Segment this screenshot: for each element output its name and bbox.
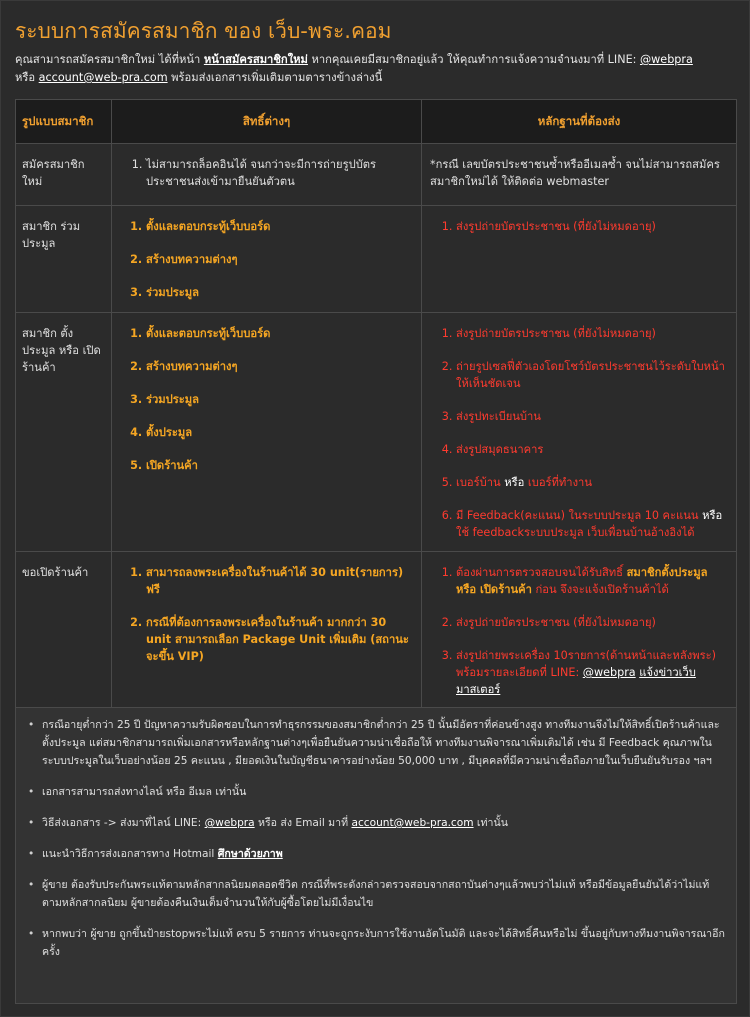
list-item: 1. ต้องผ่านการตรวจสอบจนได้รับสิทธิ์ สมาชิกตั้งประมูล หรือ เปิดร้านค้า ก่อน จึงจะแจ้งเปิดร้านค้าได้ [456, 564, 728, 598]
intro-text: คุณสามารถสมัครสมาชิกใหม่ ได้ที่หน้า หน้าสมัครสมาชิกใหม่ หากคุณเคยมีสมาชิกอยู่แล้ว ให้คุณทำการแจ้งความจำนงมาที่ LINE: @webpra หรือ account@web-pra.com พร้อมส่งเอกสารเพิ่มเติมตามตารางข้างล่างนี้ [15, 53, 693, 84]
header-documents: หลักฐานที่ต้องส่ง [422, 100, 737, 144]
membership-type: สมาชิก ตั้งประมูล หรือ เปิดร้านค้า [16, 313, 112, 552]
rights-cell [112, 552, 422, 712]
list-item: 1. สามารถลงพระเครื่องในร้านค้าได้ 30 unit(รายการ) ฟรี [146, 564, 413, 598]
docs-cell [422, 206, 737, 313]
line-id-link[interactable]: @webpra [204, 817, 255, 829]
table-row [16, 206, 737, 313]
line-id-link[interactable]: @webpra [639, 53, 693, 66]
header-rights: สิทธิ์ต่างๆ [112, 100, 422, 144]
list-item: 4. ส่งรูปสมุดธนาคาร [456, 441, 728, 458]
table-row [16, 313, 737, 552]
list-item: 2. สร้างบทความต่างๆ [146, 358, 413, 375]
list-item: 3. ส่งรูปถ่ายพระเครื่อง 10รายการ(ด้านหน้าและหลังพระ) พร้อมรายละเอียดที่ LINE: @webpra แจ้งข่าวเว็บมาสเตอร์ [456, 647, 728, 698]
line-id-link[interactable]: @webpra [582, 666, 636, 679]
membership-type: ขอเปิดร้านค้า [16, 552, 112, 712]
webmaster-link[interactable]: แจ้งข่าวเว็บมาสเตอร์ [456, 666, 696, 696]
email-link[interactable]: account@web-pra.com [351, 817, 474, 829]
email-link[interactable]: account@web-pra.com [38, 71, 168, 84]
membership-type: สมัครสมาชิก ใหม่ [16, 144, 112, 206]
membership-table [15, 99, 737, 712]
hotmail-guide-link[interactable]: ศึกษาด้วยภาพ [217, 848, 283, 860]
note-item: • เอกสารสามารถส่งทางไลน์ หรือ อีเมล เท่านั้น [42, 783, 726, 801]
list-item: 2. ส่งรูปถ่ายบัตรประชาชน (ที่ยังไม่หมดอายุ) [456, 614, 728, 631]
membership-type: สมาชิก ร่วมประมูล [16, 206, 112, 313]
list-item: 1. ส่งรูปถ่ายบัตรประชาชน (ที่ยังไม่หมดอายุ) [456, 325, 728, 342]
list-item: 1. ส่งรูปถ่ายบัตรประชาชน (ที่ยังไม่หมดอายุ) [456, 218, 728, 235]
rights-cell [112, 206, 422, 313]
list-item: 2. กรณีที่ต้องการลงพระเครื่องในร้านค้า มากกว่า 30 unit สามารถเลือก Package Unit เพิ่มเติม (สถานะจะขึ้น VIP) [146, 614, 413, 665]
list-item: 4. ตั้งประมูล [146, 424, 413, 441]
list-item: 3. ส่งรูปทะเบียนบ้าน [456, 408, 728, 425]
list-item: 2. สร้างบทความต่างๆ [146, 251, 413, 268]
list-item: 1. ตั้งและตอบกระทู้เว็บบอร์ด [146, 218, 413, 235]
table-header-row [16, 100, 737, 144]
note-item: • กรณีอายุต่ำกว่า 25 ปี ปัญหาความรับผิดชอบในการทำธุรกรรมของสมาชิกต่ำกว่า 25 ปี นั้นมีอัตราที่ค่อนข้างสูง ทางทีมงานจึงไม่ให้สิทธิ์เปิดร้านค้าและตั้งประมูล แต่สมาชิกสามารถเพิ่มเอกสารหรือหลักฐานต่างๆเพื่อยืนยันความน่าเชื่อถือให้ ทางทีมงานพิจารณาเพิ่มเติมได้ เช่น มี Feedback คุณภาพในระบบประมูลในเว็บอย่างน้อย 25 คะแนน , มียอดเงินในบัญชีธนาคารอย่างน้อย 50,000 บาท , มีบุคคลที่มีความน่าเชื่อถือภายในเว็บยืนยันรับรอง ฯลฯ [42, 716, 726, 770]
list-item: 1. ไม่สามารถล็อคอินได้ จนกว่าจะมีการถ่ายรูปบัตรประชาชนส่งเข้ามายืนยันตัวตน [146, 156, 413, 190]
rights-cell [112, 313, 422, 552]
note-item: • ผู้ขาย ต้องรับประกันพระแท้ตามหลักสากลนิยมตลอดชีวิต กรณีที่พระดังกล่าวตรวจสอบจากสถาบันต่างๆแล้วพบว่าไม่แท้ หรือมีข้อมูลยืนยันได้ว่าไม่แท้ตามหลักสากลนิยม ผู้ขายต้องคืนเงินเต็มจำนวนให้กับผู้ซื้อโดยไม่มีเงื่อนไข [42, 876, 726, 912]
page-title: ระบบการสมัครสมาชิก ของ เว็บ-พระ.คอม [15, 19, 392, 43]
notes-box [15, 707, 737, 1004]
list-item: 2. ถ่ายรูปเซลฟี่ตัวเองโดยโชว์บัตรประชาชนไว้ระดับใบหน้าให้เห็นชัดเจน [456, 358, 728, 392]
docs-cell [422, 552, 737, 712]
rights-cell [112, 144, 422, 206]
table-row [16, 144, 737, 206]
list-item: 3. ร่วมประมูล [146, 391, 413, 408]
docs-note: *กรณี เลขบัตรประชาชนซ้ำหรืออีเมลซ้ำ จนไม่สามารถสมัครสมาชิกใหม่ได้ ให้ติดต่อ webmaster [430, 158, 720, 188]
register-link[interactable]: หน้าสมัครสมาชิกใหม่ [203, 53, 308, 66]
docs-cell [422, 313, 737, 552]
docs-cell [422, 144, 737, 206]
list-item: 1. ตั้งและตอบกระทู้เว็บบอร์ด [146, 325, 413, 342]
list-item: 5. เบอร์บ้าน หรือ เบอร์ที่ทำงาน [456, 474, 728, 491]
note-item: • หากพบว่า ผู้ขาย ถูกขึ้นป้ายstopพระไม่แท้ ครบ 5 รายการ ท่านจะถูกระงับการใช้งานอัตโนมัติ และจะได้สิทธิ์คืนหรือไม่ ขึ้นอยู่กับทางทีมงานพิจารณาอีกครั้ง [42, 925, 726, 961]
note-item: • แนะนำวิธีการส่งเอกสารทาง Hotmail ศึกษาด้วยภาพ [42, 845, 726, 863]
table-row [16, 552, 737, 712]
list-item: 3. ร่วมประมูล [146, 284, 413, 301]
list-item: 5. เปิดร้านค้า [146, 457, 413, 474]
list-item: 6. มี Feedback(คะแนน) ในระบบประมูล 10 คะแนน หรือ ใช้ feedbackระบบประมูล เว็บเพื่อนบ้านอ้างอิงได้ [456, 507, 728, 541]
note-item: • วิธีส่งเอกสาร -> ส่งมาที่ไลน์ LINE: @webpra หรือ ส่ง Email มาที่ account@web-pra.com เท่านั้น [42, 814, 726, 832]
header-membership-type: รูปแบบสมาชิก [16, 100, 112, 144]
